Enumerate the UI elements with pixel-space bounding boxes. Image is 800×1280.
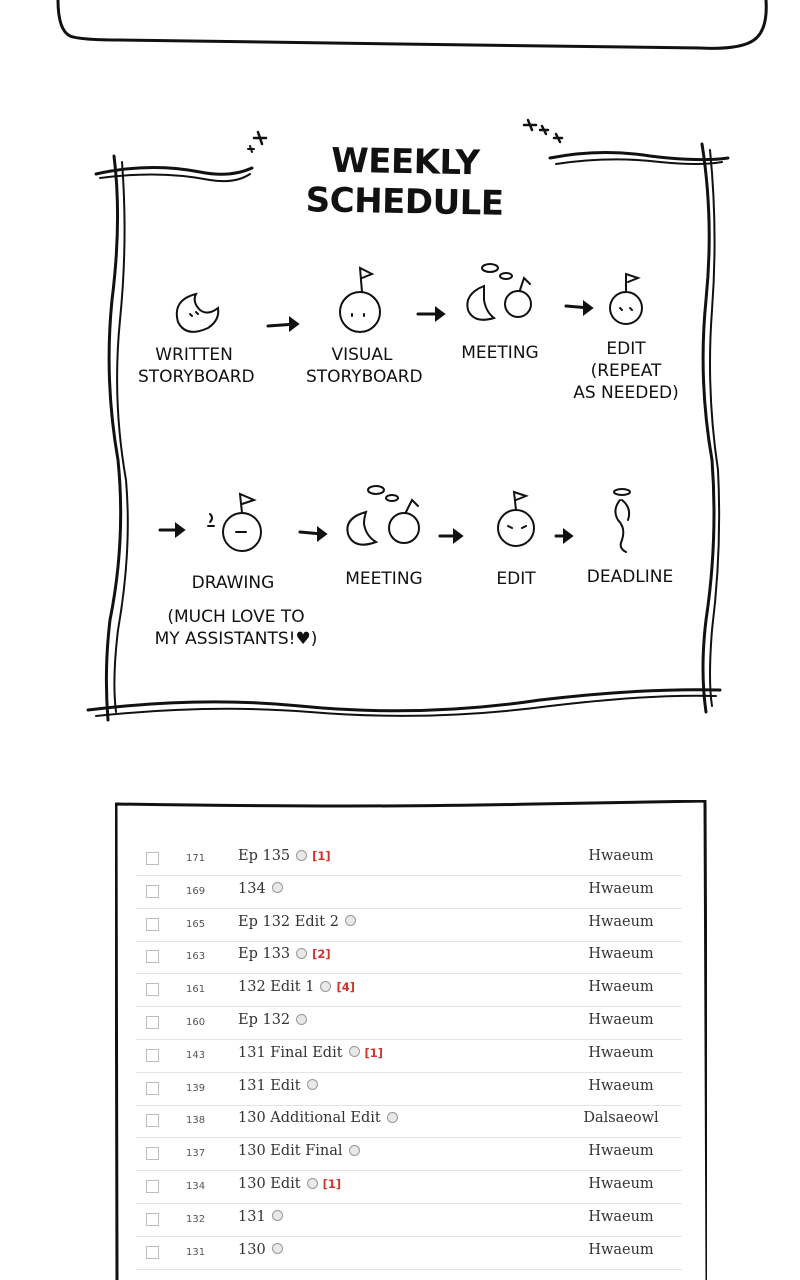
note-line: MY ASSISTANTS!♥)	[154, 629, 318, 649]
table-row[interactable]	[136, 941, 682, 974]
row-number: 139	[186, 1082, 206, 1094]
speech-bubble-bottom-edge	[0, 0, 800, 70]
row-checkbox[interactable]	[146, 1082, 159, 1095]
attachment-icon	[272, 1243, 283, 1254]
row-author: Hwaeum	[588, 1208, 654, 1225]
schedule-title: WEEKLY SCHEDULE	[305, 140, 504, 224]
row-title-text[interactable]: 130 Additional Edit	[238, 1110, 381, 1127]
row-number: 138	[186, 1115, 206, 1127]
row-title[interactable]	[238, 848, 331, 864]
row-title-text[interactable]: 134	[238, 880, 266, 897]
attachment-icon	[345, 915, 356, 926]
row-author: Hwaeum	[588, 1077, 654, 1094]
row-author: Hwaeum	[588, 979, 654, 996]
comment-count-badge: [1]	[364, 1045, 384, 1060]
row-author: Hwaeum	[588, 1012, 654, 1028]
step-label: (REPEAT	[590, 361, 662, 381]
row-title[interactable]	[238, 979, 355, 995]
attachment-icon	[272, 882, 283, 893]
row-number: 171	[186, 853, 206, 864]
row-title[interactable]	[238, 1176, 341, 1192]
row-title-text[interactable]: 131	[238, 1208, 266, 1225]
row-checkbox[interactable]	[146, 852, 159, 865]
assistants-note	[146, 606, 326, 650]
table-row[interactable]	[136, 1007, 682, 1040]
row-number: 163	[186, 951, 206, 963]
step-label: WRITTEN	[155, 345, 233, 365]
row-number: 169	[186, 885, 206, 897]
row-title[interactable]	[238, 1078, 318, 1094]
row-title[interactable]	[238, 1045, 383, 1061]
attachment-icon	[349, 1145, 360, 1156]
step-visual-storyboard	[306, 344, 423, 388]
comment-count-badge: [1]	[312, 849, 331, 863]
table-row[interactable]	[136, 1204, 682, 1237]
table-row[interactable]	[136, 843, 682, 876]
row-title[interactable]	[238, 881, 283, 897]
row-title-text[interactable]: 132 Edit 1	[238, 979, 315, 996]
row-title[interactable]	[238, 1143, 360, 1159]
row-author: Hwaeum	[588, 848, 654, 864]
row-title[interactable]	[238, 1209, 283, 1225]
step-label: STORYBOARD	[306, 367, 423, 387]
attachment-icon	[307, 1079, 318, 1090]
table-row[interactable]	[136, 876, 682, 909]
row-checkbox[interactable]	[146, 885, 159, 898]
step-label: EDIT	[606, 339, 646, 359]
ghost-icon	[614, 489, 630, 552]
row-author: Hwaeum	[588, 913, 654, 930]
table-row[interactable]	[136, 1040, 682, 1073]
comment-count-badge: [1]	[322, 1177, 342, 1191]
row-author: Hwaeum	[588, 946, 654, 963]
step-edit-repeat	[568, 338, 684, 404]
table-row[interactable]	[136, 1073, 682, 1106]
step-label: MEETING	[461, 343, 539, 363]
row-title[interactable]	[238, 914, 356, 930]
row-title-text[interactable]: Ep 135	[238, 848, 291, 864]
row-author: Hwaeum	[588, 1044, 654, 1061]
note-line: (MUCH LOVE TO	[167, 607, 305, 627]
row-title[interactable]	[238, 1242, 283, 1258]
step-label: AS NEEDED)	[573, 383, 679, 403]
row-number: 165	[186, 918, 206, 930]
moon-and-fruit-icon	[347, 486, 419, 545]
fruit-face-icon	[498, 492, 534, 546]
row-number: 131	[186, 1246, 206, 1258]
step-label: STORYBOARD	[138, 367, 255, 387]
attachment-icon	[296, 948, 307, 959]
row-title-text[interactable]: 130 Edit	[238, 1176, 301, 1192]
attachment-icon	[387, 1112, 398, 1123]
attachment-icon	[296, 850, 307, 861]
row-title-text[interactable]: 131 Edit	[238, 1077, 301, 1094]
row-title-text[interactable]: Ep 132 Edit 2	[238, 913, 339, 930]
table-row[interactable]	[136, 1237, 682, 1270]
row-checkbox[interactable]	[146, 1049, 159, 1062]
row-number: 134	[186, 1181, 206, 1192]
step-label: EDIT	[496, 569, 536, 589]
comment-count-badge: [2]	[312, 947, 331, 962]
table-row[interactable]	[136, 1138, 682, 1171]
moon-face-icon	[177, 294, 218, 332]
row-checkbox[interactable]	[146, 1246, 159, 1259]
row-number: 160	[186, 1017, 206, 1028]
row-title-text[interactable]: Ep 132	[238, 1012, 291, 1028]
attachment-icon	[307, 1178, 318, 1189]
step-meeting	[446, 342, 554, 364]
table-row[interactable]	[136, 974, 682, 1007]
row-author: Hwaeum	[588, 1176, 654, 1192]
row-title[interactable]	[238, 946, 331, 962]
row-checkbox[interactable]	[146, 918, 159, 931]
row-checkbox[interactable]	[146, 1180, 159, 1193]
row-checkbox[interactable]	[146, 983, 159, 996]
row-title-text[interactable]: 130 Edit Final	[238, 1143, 343, 1160]
row-number: 161	[186, 984, 206, 996]
row-checkbox[interactable]	[146, 1147, 159, 1160]
fruit-face-icon	[340, 268, 380, 332]
table-row[interactable]	[136, 1171, 682, 1204]
row-title-text[interactable]: Ep 133	[238, 946, 291, 963]
row-checkbox[interactable]	[146, 950, 159, 963]
step-label: DEADLINE	[586, 567, 674, 587]
row-author: Hwaeum	[588, 1143, 654, 1160]
step-label: VISUAL	[331, 345, 393, 365]
table-row[interactable]	[136, 909, 682, 942]
row-author: Hwaeum	[588, 880, 654, 897]
row-checkbox[interactable]	[146, 1016, 159, 1029]
step-label: MEETING	[345, 569, 423, 589]
row-checkbox[interactable]	[146, 1114, 159, 1127]
row-author: Hwaeum	[588, 1241, 654, 1258]
attachment-icon	[296, 1014, 307, 1025]
step-label: DRAWING	[191, 573, 275, 593]
row-title-text[interactable]: 130	[238, 1241, 266, 1258]
row-checkbox[interactable]	[146, 1213, 159, 1226]
row-number: 137	[186, 1148, 206, 1160]
attachment-icon	[272, 1210, 283, 1221]
attachment-icon	[320, 981, 331, 992]
row-title[interactable]	[238, 1012, 307, 1028]
step-written-storyboard	[138, 344, 255, 388]
comment-count-badge: [4]	[336, 980, 355, 995]
attachment-icon	[349, 1046, 360, 1057]
row-number: 132	[186, 1213, 206, 1225]
row-title[interactable]	[238, 1110, 398, 1126]
row-number: 143	[186, 1049, 206, 1061]
row-title-text[interactable]: 131 Final Edit	[238, 1044, 343, 1061]
step-deadline	[578, 566, 682, 588]
step-edit-2	[480, 568, 552, 590]
weekly-schedule-panel	[0, 100, 800, 740]
step-meeting-2	[332, 568, 436, 590]
table-row[interactable]	[136, 1105, 682, 1138]
step-drawing	[178, 572, 288, 594]
fruit-face-icon	[610, 274, 642, 324]
moon-and-fruit-icon	[467, 264, 531, 320]
fruit-face-icon	[208, 494, 261, 551]
row-author: Dalsaeowl	[583, 1110, 659, 1127]
